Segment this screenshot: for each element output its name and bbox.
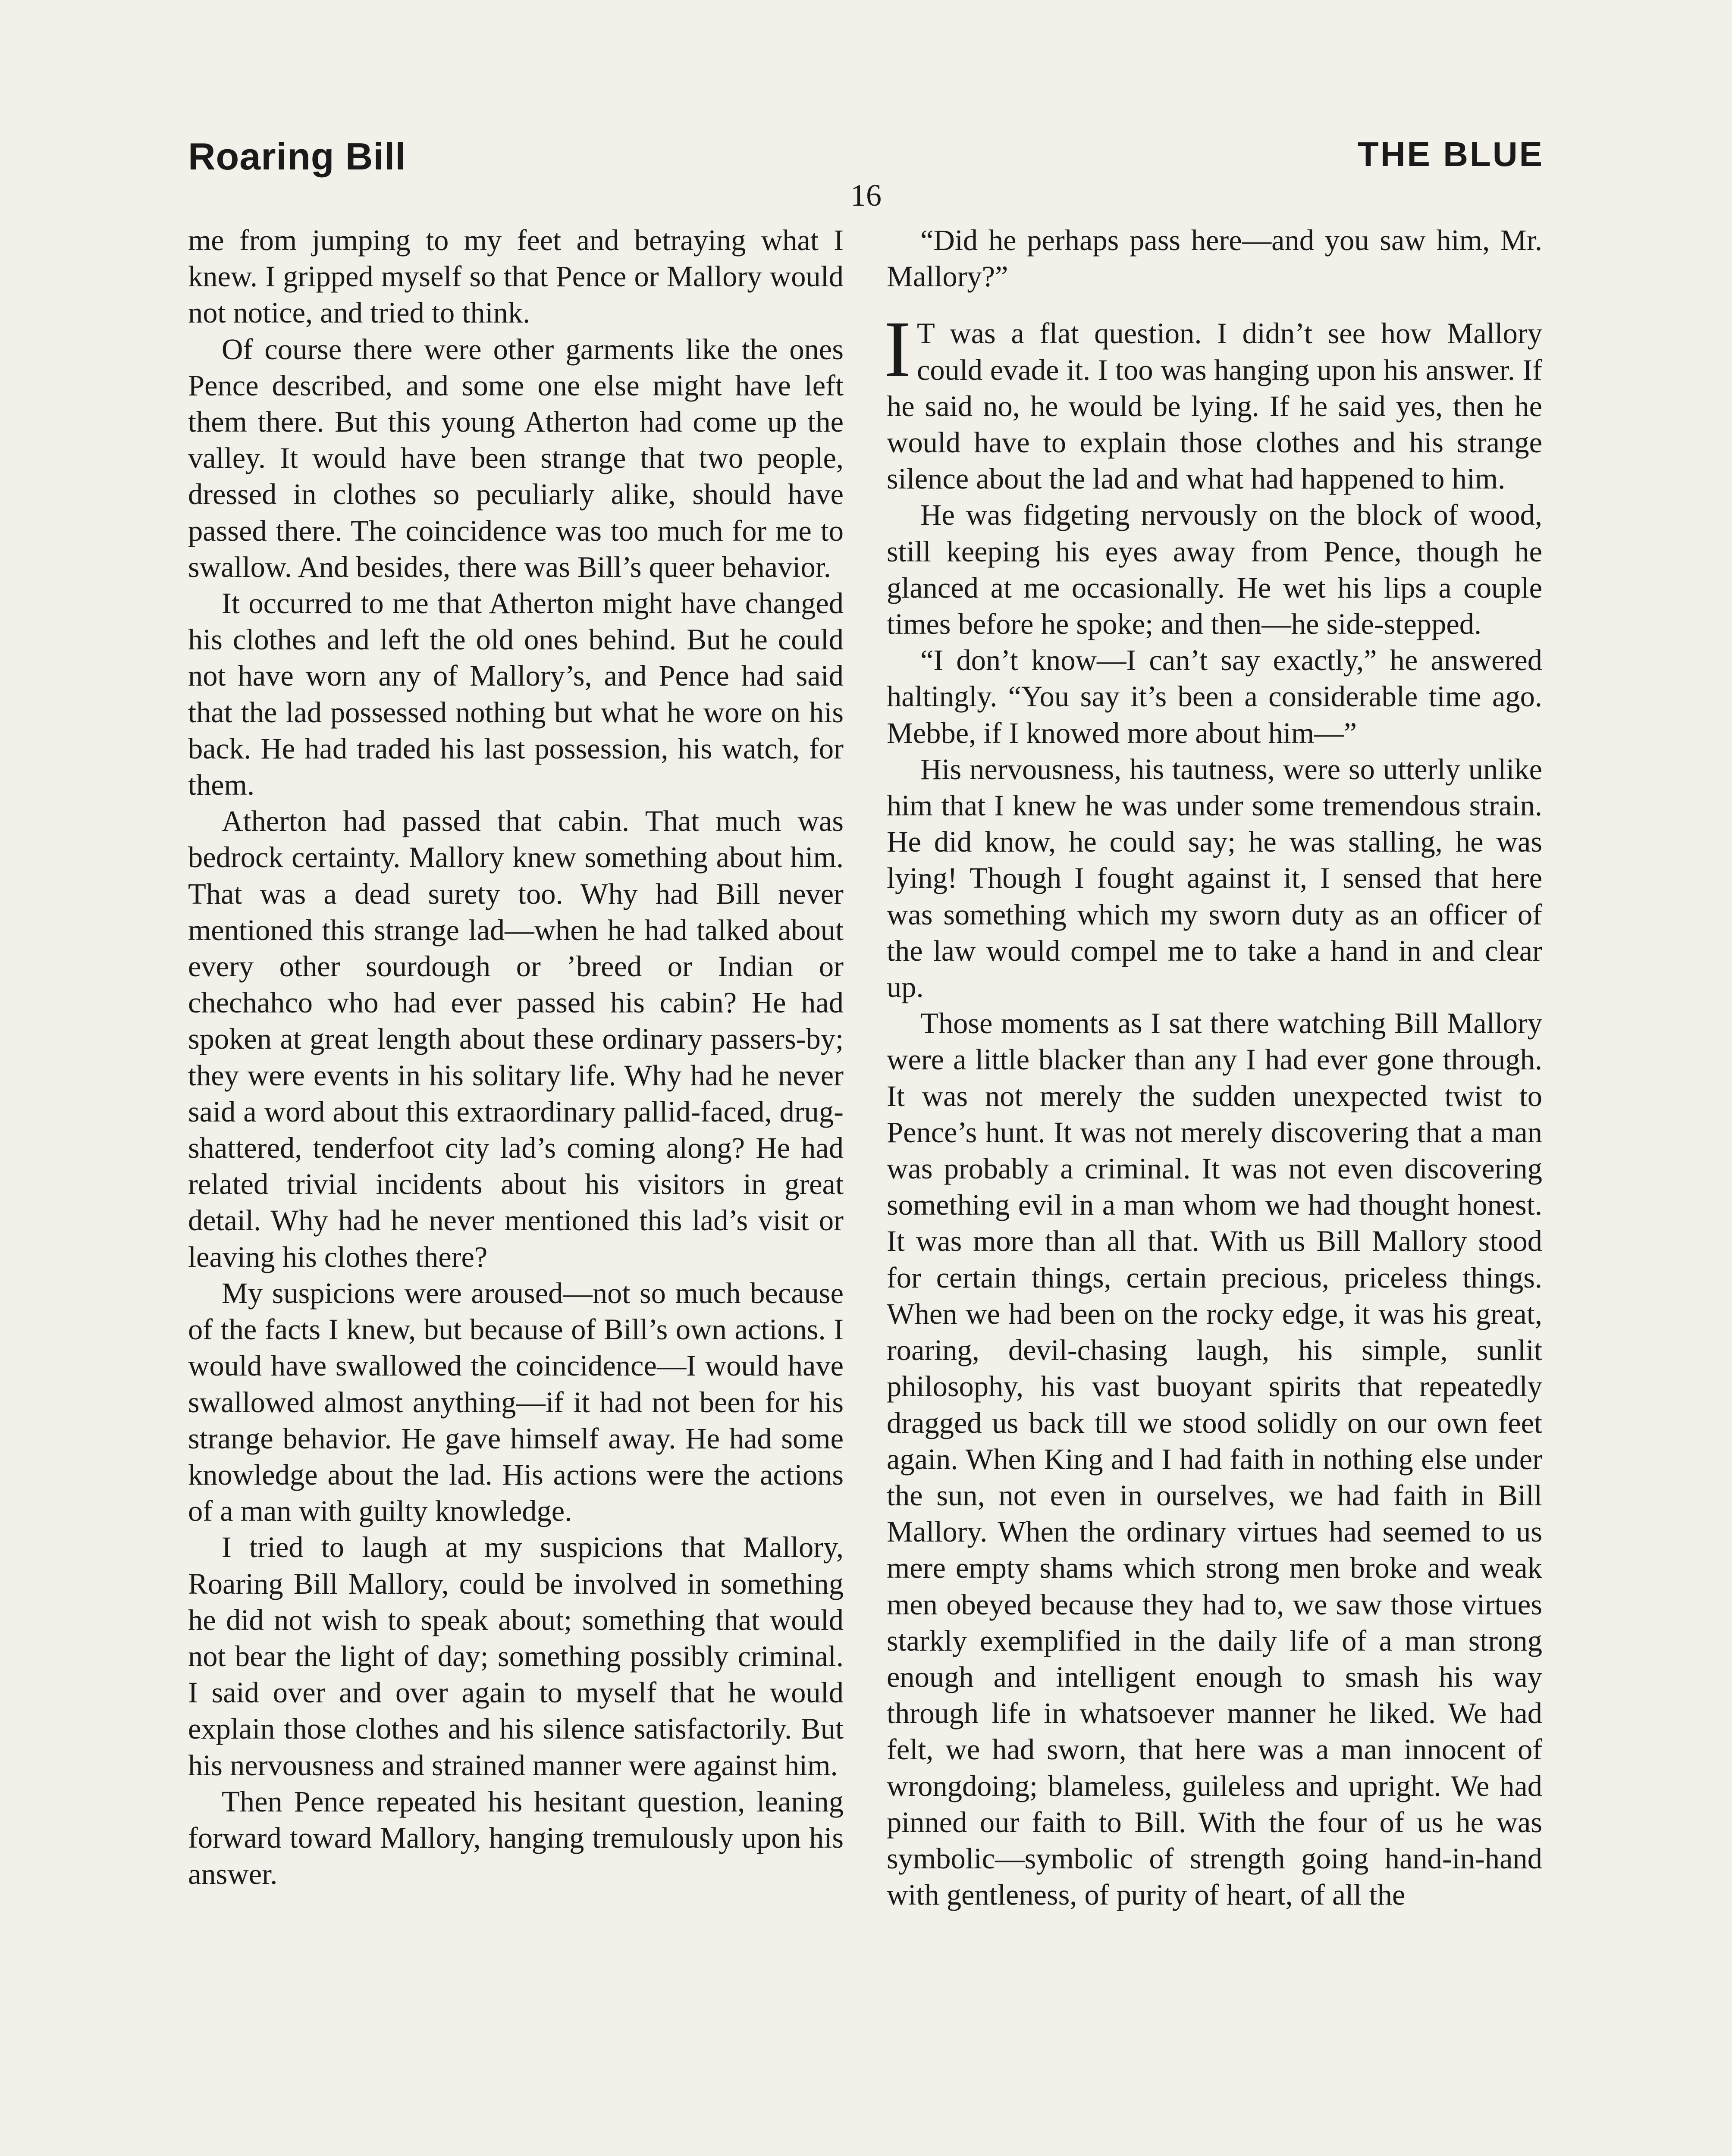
- magazine-title: THE BLUE: [1358, 135, 1544, 173]
- section-opening-paragraph: [884, 305, 1542, 497]
- paragraph: me from jumping to my feet and betraying what I knew. I gripped myself so that Pence or Mallory would not notice, and tried to think.: [188, 224, 844, 329]
- paragraph: My suspicions were aroused—not so much because of the facts I knew, but because of Bill’s own actions. I would have swallowed the coincidence—I would have swallowed almost anything—if it had not been for his strange behavior. He gave himself away. He had some knowledge about the lad. His actions were the actions of a man with guilty knowledge.: [188, 1276, 844, 1528]
- left-column: [188, 222, 844, 1892]
- right-column: [884, 222, 1542, 1913]
- paragraph: Then Pence repeated his hesitant question, leaning forward toward Mallory, hanging tremulously upon his answer.: [188, 1785, 844, 1891]
- paragraph: His nervousness, his tautness, were so utterly unlike him that I knew he was under some tremendous strain. He did know, he could say; he was stalling, he was lying! Though I fought against it, I sensed that here was something which my sworn duty as an officer of the law would compel me to take a hand in and clear up.: [887, 752, 1542, 1004]
- paragraph-text: T was a flat question. I didn’t see how Mallory could evade it. I too was hanging upon his answer. If he said no, he would be lying. If he said yes, then he would have to explain those clothes and his strange silence about the lad and what had happened to him.: [887, 317, 1542, 495]
- paragraph: “I don’t know—I can’t say exactly,” he answered haltingly. “You say it’s been a considerable time ago. Mebbe, if I knowed more about him—”: [887, 644, 1542, 749]
- page-number: 16: [850, 178, 882, 213]
- paragraph: He was fidgeting nervously on the block of wood, still keeping his eyes away from Pence, though he glanced at me occasionally. He wet his lips a couple times before he spoke; and then—he side-stepped.: [887, 498, 1542, 641]
- story-title: Roaring Bill: [188, 135, 406, 178]
- paragraph: Of course there were other garments like the ones Pence described, and some one else might have left them there. But this young Atherton had come up the valley. It would have been strange that two people, dressed in clothes so peculiarly alike, should have passed there. The coincidence was too much for me to swallow. And besides, there was Bill’s queer behavior.: [188, 332, 844, 583]
- paragraph: It occurred to me that Atherton might have changed his clothes and left the old ones behind. But he could not have worn any of Mallory’s, and Pence had said that the lad possessed nothing but what he wore on his back. He had traded his last possession, his watch, for them.: [188, 587, 844, 802]
- paragraph: Those moments as I sat there watching Bill Mallory were a little blacker than any I had ever gone through. It was not merely the sudden unexpected twist to Pence’s hunt. It was not merely discovering that a man was probably a criminal. It was not even discovering something evil in a man whom we had thought honest. It was more than all that. With us Bill Mallory stood for certain things, certain precious, priceless things. When we had been on the rocky edge, it was his great, roaring, devil-chasing laugh, his simple, sunlit philosophy, his vast buoyant spirits that repeatedly dragged us back till we stood solidly on our own feet again. When King and I had faith in nothing else under the sun, not even in ourselves, we had faith in Bill Mallory. When the ordinary virtues had seemed to us mere empty shams which strong men broke and weak men obeyed because they had to, we saw those virtues starkly exemplified in the daily life of a man strong enough and intelligent enough to smash his way through life in whatsoever manner he liked. We had felt, we had sworn, that here was a man innocent of wrongdoing; blameless, guileless and upright. We had pinned our faith to Bill. With the four of us he was symbolic—symbolic of strength going hand-in-hand with gentleness, of purity of heart, of all the: [887, 1007, 1542, 1912]
- paragraph: Atherton had passed that cabin. That much was bedrock certainty. Mallory knew something about him. That was a dead surety too. Why had Bill never mentioned this strange lad—when he had talked about every other sourdough or ’breed or Indian or chechahco who had ever passed his cabin? He had spoken at great length about these ordinary passers-by; they were events in his solitary life. Why had he never said a word about this extraordinary pallid-faced, drug-shattered, tenderfoot city lad’s coming along? He had related trivial incidents about his visitors in great detail. Why had he never mentioned this lad’s visit or leaving his clothes there?: [188, 805, 844, 1273]
- drop-cap: I: [884, 305, 911, 394]
- paragraph: I tried to laugh at my suspicions that Mallory, Roaring Bill Mallory, could be involved in something he did not wish to speak about; something that would not bear the light of day; something possibly criminal. I said over and over again to myself that he would explain those clothes and his silence satisfactorily. But his nervousness and strained manner were against him.: [188, 1531, 844, 1782]
- paragraph: “Did he perhaps pass here—and you saw him, Mr. Mallory?”: [887, 224, 1542, 293]
